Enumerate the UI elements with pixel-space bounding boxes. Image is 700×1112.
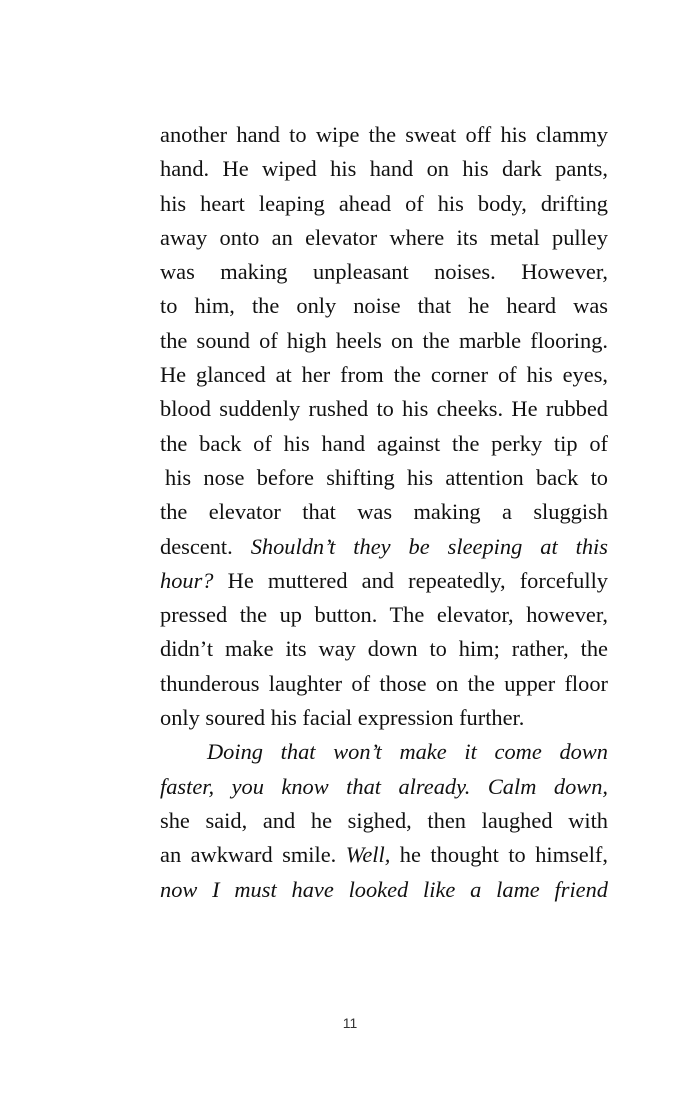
text-segment: an awkward smile.	[160, 842, 346, 868]
text-line	[160, 324, 608, 358]
text-segment: didn’t make its way down to him; rather, the	[160, 636, 608, 662]
text-line	[160, 564, 608, 598]
text-segment: blood suddenly rushed to his cheeks. He rubbed	[160, 396, 608, 422]
text-segment: thunderous laughter of those on the upper floor	[160, 670, 608, 696]
text-segment: hand. He wiped his hand on his dark pants,	[160, 156, 608, 182]
text-line	[160, 118, 608, 152]
text-segment: He muttered and repeatedly, forcefully	[213, 567, 608, 593]
text-segment: He glanced at her from the corner of his eyes,	[160, 362, 608, 388]
text-segment: his nose before shifting his attention back to	[165, 464, 608, 490]
text-segment: the back of his hand against the perky tip of	[160, 430, 608, 456]
text-line	[160, 358, 608, 392]
text-segment: to him, the only noise that he heard was	[160, 293, 608, 319]
text-line	[160, 598, 608, 632]
text-line	[160, 221, 608, 255]
text-line	[160, 392, 608, 426]
italic-dialogue: Doing that won’t make it come down	[207, 739, 608, 765]
italic-thought: Shouldn’t they be sleeping at this	[250, 533, 608, 559]
text-line	[160, 838, 608, 872]
text-line	[160, 667, 608, 701]
body-text	[160, 118, 608, 907]
italic-thought: hour?	[160, 567, 214, 593]
text-segment: another hand to wipe the sweat off his clammy	[160, 122, 608, 147]
text-segment: only soured his facial expression further.	[160, 705, 525, 731]
text-line	[160, 152, 608, 186]
text-line	[160, 495, 608, 529]
text-line	[160, 289, 608, 323]
paragraph-end-line	[160, 701, 608, 735]
italic-thought: Well,	[345, 842, 391, 868]
paragraph-start-line	[160, 735, 608, 769]
text-line	[160, 427, 608, 461]
text-line	[160, 632, 608, 666]
text-segment: away onto an elevator where its metal pulley	[160, 224, 608, 250]
italic-dialogue: faster, you know that already. Calm down,	[160, 773, 608, 799]
text-line	[160, 804, 608, 838]
text-line	[160, 255, 608, 289]
text-segment: pressed the up button. The elevator, however,	[160, 602, 608, 628]
page-number: 11	[342, 1015, 358, 1031]
text-line	[160, 187, 608, 221]
text-segment: descent.	[160, 533, 251, 559]
text-line	[160, 873, 608, 907]
text-segment: was making unpleasant noises. However,	[160, 259, 608, 285]
text-segment: she said, and he sighed, then laughed with	[160, 807, 608, 833]
text-segment: the elevator that was making a sluggish	[160, 499, 608, 525]
text-line	[160, 770, 608, 804]
text-line	[160, 461, 608, 495]
italic-thought: now I must have looked like a lame friend	[160, 876, 608, 902]
text-segment: he thought to himself,	[390, 842, 608, 868]
text-segment: the sound of high heels on the marble flooring.	[160, 327, 608, 353]
text-line	[160, 530, 608, 564]
text-segment: his heart leaping ahead of his body, drifting	[160, 190, 608, 216]
